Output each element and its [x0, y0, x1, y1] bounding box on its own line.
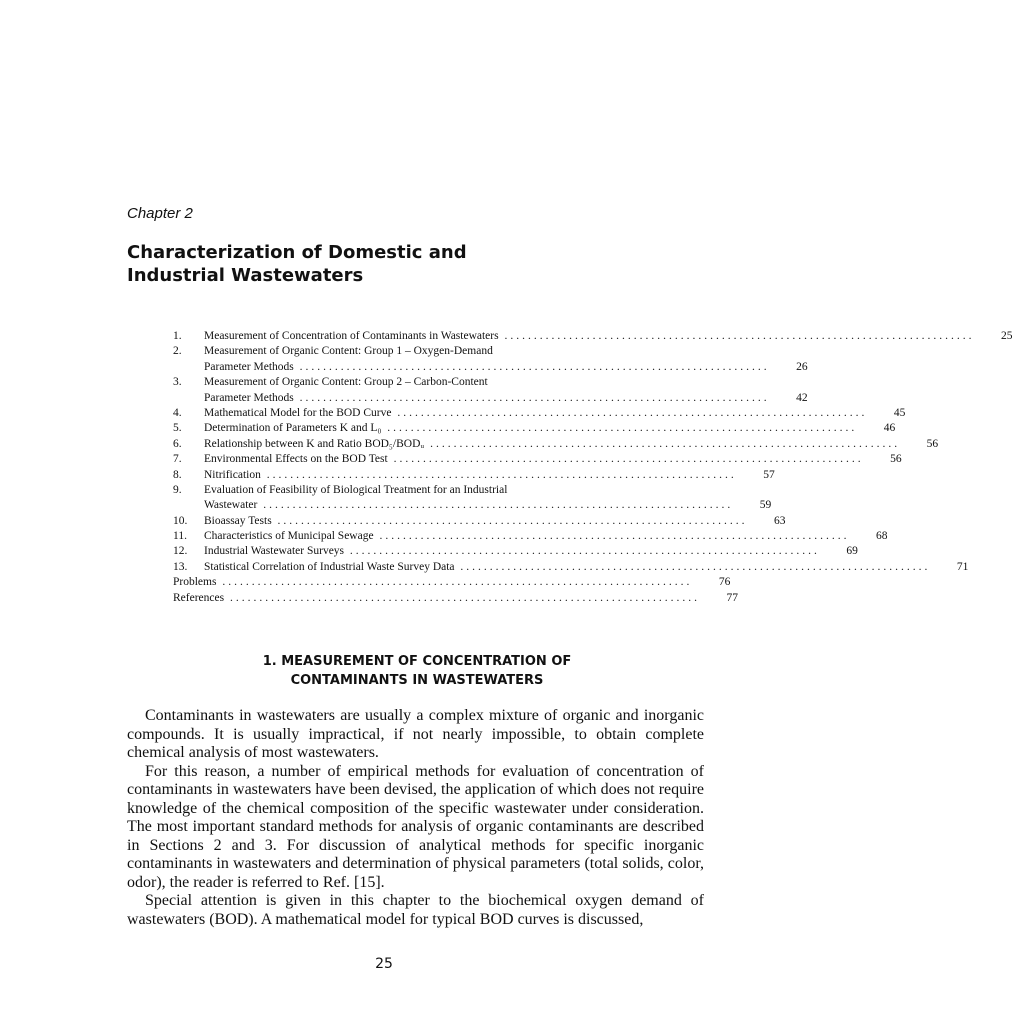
toc-entry-label: Problems: [173, 576, 217, 589]
toc-entry: [173, 391, 808, 406]
section-heading: [127, 652, 707, 690]
toc-entry-title: [173, 591, 700, 606]
section-heading-line: CONTAMINANTS IN WASTEWATERS: [290, 673, 544, 688]
toc-entry-page: 56: [926, 437, 939, 450]
toc-entry-title: [204, 468, 737, 483]
toc-leader-dots: ................................................................................: [293, 360, 770, 373]
toc-entry-number: 8.: [173, 468, 182, 481]
toc-entry-label: Environmental Effects on the BOD Test: [204, 453, 388, 466]
toc-entry-number: 12.: [173, 545, 188, 558]
toc-entry-page: 59: [759, 499, 772, 512]
page-number: 25: [375, 956, 393, 972]
toc-entry-page: 57: [763, 468, 775, 481]
toc-entry-label: References: [173, 591, 225, 604]
toc-entry: [173, 421, 896, 436]
toc-entry-page: 71: [956, 560, 969, 573]
toc-entry-number: 13.: [173, 560, 188, 573]
toc-entry-title: [204, 329, 974, 344]
toc-entry: [173, 498, 772, 513]
toc-entry-title: [204, 498, 733, 513]
toc-entry-page: 77: [726, 591, 738, 604]
toc-leader-dots: ................................................................................: [260, 468, 737, 481]
paragraph: For this reason, a number of empirical methods for evaluation of concentration of contaminants in wastewaters have been devised, the application of which does not require knowledge of the chemical composition of the specific wastewater under consideration. The most important standard methods for analysis of organic contaminants are described in Sections 2 and 3. For discussion of analytical methods for specific inorganic contaminants in wastewaters and determination of physical parameters (total solids, color, odor), the reader is referred to Ref. [15].: [127, 762, 704, 891]
toc-entry-label: Wastewater: [204, 499, 258, 512]
toc-entry: [173, 514, 786, 529]
toc-entry: [173, 529, 888, 544]
toc-entry-title: [204, 514, 748, 529]
toc-entry-page: 56: [890, 453, 902, 466]
toc-entry: [173, 344, 708, 359]
toc-leader-dots: ................................................................................: [381, 422, 858, 435]
toc-leader-dots: ................................................................................: [257, 499, 734, 512]
toc-entry-title: [173, 575, 692, 590]
toc-entry-label: Parameter Methods: [204, 360, 294, 373]
toc-entry-label: Parameter Methods: [204, 391, 294, 404]
chapter-title-line: Characterization of Domestic and: [127, 242, 467, 263]
toc-leader-dots: ................................................................................: [373, 530, 850, 543]
toc-entry-title: [204, 391, 770, 406]
toc-entry-label: Bioassay Tests: [204, 514, 272, 527]
toc-entry-title: [204, 375, 670, 390]
toc-entry-title: [204, 437, 900, 452]
toc-entry: [173, 360, 808, 375]
toc-entry: [173, 468, 775, 483]
chapter-label: Chapter 2: [127, 205, 193, 222]
toc-entry-title: [204, 344, 670, 359]
toc-leader-dots: ................................................................................: [424, 437, 901, 450]
toc-leader-dots: ................................................................................: [216, 576, 693, 589]
toc-entry-title: [204, 452, 864, 467]
toc-entry-title: [204, 529, 849, 544]
toc-leader-dots: ................................................................................: [391, 406, 868, 419]
toc-entry-page: 68: [875, 530, 888, 543]
toc-entry-number: 1.: [173, 330, 182, 342]
toc-leader-dots: ................................................................................: [293, 391, 770, 404]
toc-leader-dots: ................................................................................: [498, 330, 975, 342]
section-heading-line: 1. MEASUREMENT OF CONCENTRATION OF: [262, 654, 572, 669]
body-text: [127, 707, 704, 929]
toc-entry-number: 11.: [173, 530, 187, 543]
toc-entry: [173, 406, 906, 421]
toc-entry-page: 46: [883, 422, 896, 435]
chapter-title: [127, 241, 647, 287]
toc-entry-number: 6.: [173, 437, 182, 450]
toc-entry-label: Nitrification: [204, 468, 261, 481]
toc-entry-title: [204, 544, 820, 559]
toc-entry-title: [204, 406, 867, 421]
toc-entry-number: 10.: [173, 514, 188, 527]
toc-entry-number: 9.: [173, 483, 182, 496]
toc-entry-page: 45: [893, 406, 906, 419]
toc-entry-title: [204, 360, 770, 375]
toc-entry-page: 26: [796, 360, 808, 373]
toc-entry-title: [204, 560, 930, 575]
toc-entry: [173, 591, 738, 606]
paragraph: Special attention is given in this chapter to the biochemical oxygen demand of wastewaters (BOD). A mathematical model for typical BOD curves is discussed,: [127, 892, 704, 928]
toc-entry: [173, 329, 1012, 344]
toc-entry-label: Statistical Correlation of Industrial Waste Survey Data: [204, 560, 455, 573]
toc-leader-dots: ................................................................................: [224, 591, 700, 604]
toc-entry-label: Evaluation of Feasibility of Biological Treatment for an Industrial: [204, 483, 508, 496]
toc-entry: [173, 375, 708, 390]
toc-entry-label: Relationship between K and Ratio BOD₅/BODᵤ: [204, 437, 425, 450]
toc-leader-dots: ................................................................................: [344, 545, 820, 558]
toc-entry-label: Measurement of Organic Content: Group 2 – Carbon-Content: [204, 376, 488, 389]
toc-entry-page: 76: [718, 576, 731, 589]
toc-entry: [173, 560, 969, 575]
toc-entry-number: 7.: [173, 453, 182, 466]
toc-entry-label: Measurement of Organic Content: Group 1 – Oxygen-Demand: [204, 345, 493, 358]
toc-entry-page: 25: [1000, 330, 1012, 342]
toc-entry-number: 4.: [173, 406, 182, 419]
toc-entry: [173, 483, 708, 498]
toc-entry-label: Determination of Parameters K and L₀: [204, 422, 382, 435]
toc-entry-number: 5.: [173, 422, 182, 435]
toc-leader-dots: ................................................................................: [271, 514, 748, 527]
toc-entry-number: 3.: [173, 376, 182, 389]
toc-entry: [173, 437, 939, 452]
toc-entry: [173, 452, 902, 467]
toc-leader-dots: ................................................................................: [454, 560, 931, 573]
toc-entry-title: [204, 483, 670, 498]
toc-entry-label: Industrial Wastewater Surveys: [204, 545, 345, 558]
paragraph: Contaminants in wastewaters are usually a complex mixture of organic and inorganic compounds. It is usually impractical, if not nearly impossible, to obtain complete chemical analysis of most wastewaters.: [127, 707, 704, 761]
toc-entry-label: Mathematical Model for the BOD Curve: [204, 406, 392, 419]
table-of-contents: [173, 329, 1012, 606]
toc-entry-page: 69: [846, 545, 858, 558]
chapter-title-line: Industrial Wastewaters: [127, 265, 364, 286]
toc-entry-label: Measurement of Concentration of Contaminants in Wastewaters: [204, 330, 499, 342]
toc-entry-page: 42: [796, 391, 808, 404]
toc-entry: [173, 575, 731, 590]
toc-entry-label: Characteristics of Municipal Sewage: [204, 530, 374, 543]
toc-entry-number: 2.: [173, 345, 182, 358]
toc-entry-title: [204, 421, 857, 436]
toc-leader-dots: ................................................................................: [387, 453, 864, 466]
toc-entry-page: 63: [774, 514, 786, 527]
toc-entry: [173, 544, 858, 559]
